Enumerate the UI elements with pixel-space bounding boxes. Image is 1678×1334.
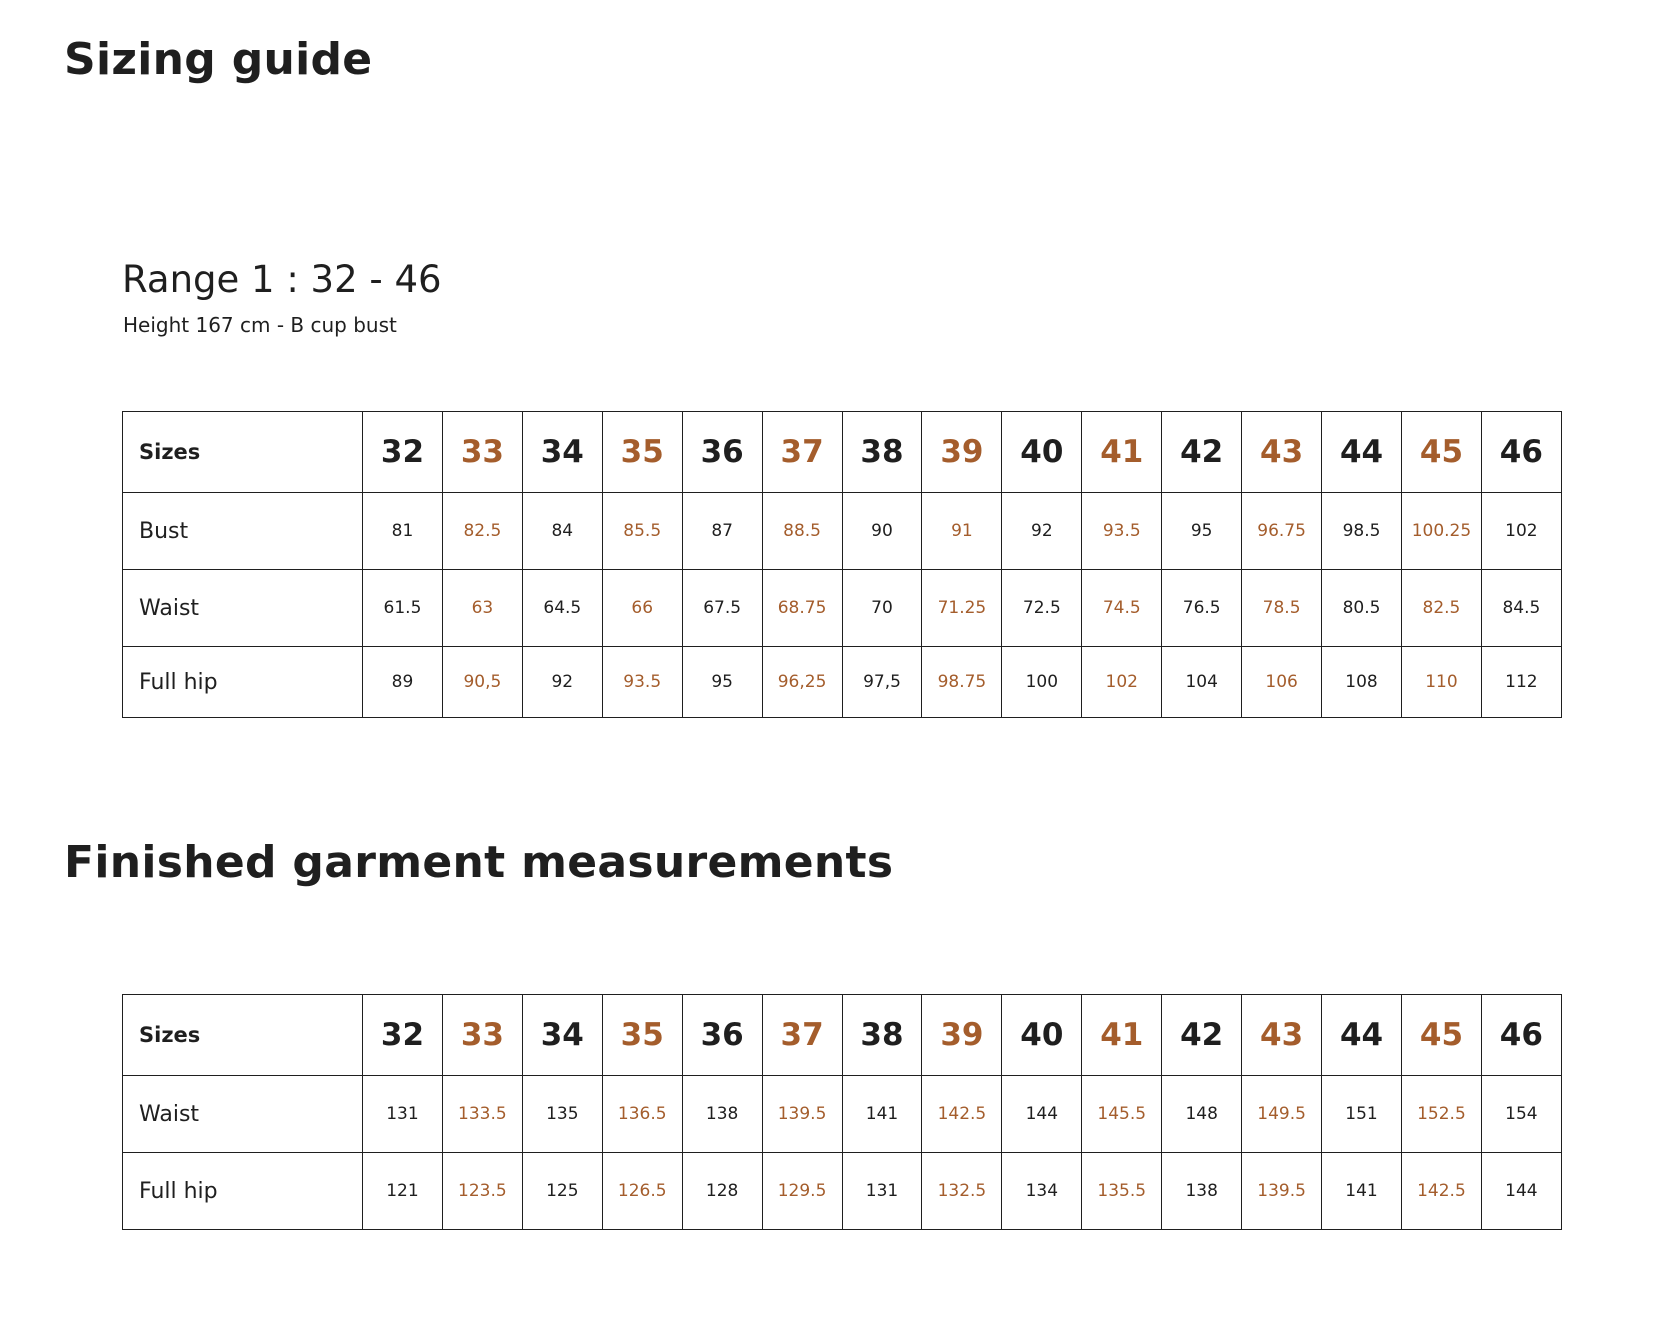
table-row-full-hip	[123, 1153, 1562, 1230]
size-header-cell: 44	[1322, 995, 1402, 1076]
measurement-cell: 90,5	[442, 647, 522, 718]
measurement-cell: 104	[1162, 647, 1242, 718]
sizes-header-label: Sizes	[123, 995, 363, 1076]
row-label-full-hip: Full hip	[123, 1153, 363, 1230]
measurement-cell: 102	[1481, 493, 1561, 570]
size-header-cell: 33	[442, 995, 522, 1076]
measurement-cell: 84	[522, 493, 602, 570]
measurement-cell: 96,25	[762, 647, 842, 718]
measurement-cell: 96.75	[1242, 493, 1322, 570]
size-header-cell: 41	[1082, 995, 1162, 1076]
measurement-cell: 154	[1481, 1076, 1561, 1153]
measurement-cell: 64.5	[522, 570, 602, 647]
measurement-cell: 108	[1322, 647, 1402, 718]
measurement-cell: 70	[842, 570, 922, 647]
measurement-cell: 95	[1162, 493, 1242, 570]
size-header-cell: 45	[1401, 412, 1481, 493]
table-header-row	[123, 995, 1562, 1076]
sizes-header-label: Sizes	[123, 412, 363, 493]
range-title: Range 1 : 32 - 46	[122, 258, 442, 301]
measurement-cell: 74.5	[1082, 570, 1162, 647]
measurement-cell: 142.5	[922, 1076, 1002, 1153]
size-header-cell: 34	[522, 995, 602, 1076]
table-header-row	[123, 412, 1562, 493]
measurement-cell: 68.75	[762, 570, 842, 647]
size-header-cell: 36	[682, 995, 762, 1076]
size-header-cell: 32	[363, 412, 443, 493]
size-header-cell: 38	[842, 412, 922, 493]
measurement-cell: 93.5	[1082, 493, 1162, 570]
measurement-cell: 123.5	[442, 1153, 522, 1230]
measurement-cell: 87	[682, 493, 762, 570]
size-header-cell: 46	[1481, 412, 1561, 493]
measurement-cell: 133.5	[442, 1076, 522, 1153]
measurement-cell: 66	[602, 570, 682, 647]
measurement-cell: 100	[1002, 647, 1082, 718]
size-header-cell: 35	[602, 412, 682, 493]
measurement-cell: 134	[1002, 1153, 1082, 1230]
measurement-cell: 100.25	[1401, 493, 1481, 570]
measurement-cell: 97,5	[842, 647, 922, 718]
measurement-cell: 112	[1481, 647, 1561, 718]
range-subtitle: Height 167 cm - B cup bust	[123, 313, 397, 337]
garment-measurements-table	[122, 994, 1562, 1230]
measurement-cell: 138	[1162, 1153, 1242, 1230]
measurement-cell: 135	[522, 1076, 602, 1153]
measurement-cell: 80.5	[1322, 570, 1402, 647]
measurement-cell: 139.5	[1242, 1153, 1322, 1230]
size-header-cell: 33	[442, 412, 522, 493]
measurement-cell: 106	[1242, 647, 1322, 718]
size-header-cell: 38	[842, 995, 922, 1076]
measurement-cell: 82.5	[1401, 570, 1481, 647]
measurement-cell: 139.5	[762, 1076, 842, 1153]
row-label-waist: Waist	[123, 570, 363, 647]
measurement-cell: 71.25	[922, 570, 1002, 647]
size-header-cell: 32	[363, 995, 443, 1076]
measurement-cell: 76.5	[1162, 570, 1242, 647]
measurement-cell: 92	[1002, 493, 1082, 570]
measurement-cell: 152.5	[1401, 1076, 1481, 1153]
measurement-cell: 141	[842, 1076, 922, 1153]
row-label-waist: Waist	[123, 1076, 363, 1153]
measurement-cell: 151	[1322, 1076, 1402, 1153]
measurement-cell: 78.5	[1242, 570, 1322, 647]
measurement-cell: 131	[842, 1153, 922, 1230]
measurement-cell: 148	[1162, 1076, 1242, 1153]
measurement-cell: 90	[842, 493, 922, 570]
measurement-cell: 91	[922, 493, 1002, 570]
size-header-cell: 45	[1401, 995, 1481, 1076]
size-header-cell: 34	[522, 412, 602, 493]
measurement-cell: 95	[682, 647, 762, 718]
size-header-cell: 37	[762, 412, 842, 493]
table-row-full-hip	[123, 647, 1562, 718]
table-row-waist	[123, 570, 1562, 647]
measurement-cell: 136.5	[602, 1076, 682, 1153]
measurement-cell: 142.5	[1401, 1153, 1481, 1230]
measurement-cell: 129.5	[762, 1153, 842, 1230]
table-row-bust	[123, 493, 1562, 570]
measurement-cell: 144	[1002, 1076, 1082, 1153]
measurement-cell: 132.5	[922, 1153, 1002, 1230]
measurement-cell: 128	[682, 1153, 762, 1230]
measurement-cell: 92	[522, 647, 602, 718]
measurement-cell: 131	[363, 1076, 443, 1153]
size-header-cell: 46	[1481, 995, 1561, 1076]
size-header-cell: 42	[1162, 412, 1242, 493]
measurement-cell: 61.5	[363, 570, 443, 647]
body-measurements-table	[122, 411, 1562, 718]
measurement-cell: 98.75	[922, 647, 1002, 718]
measurement-cell: 141	[1322, 1153, 1402, 1230]
measurement-cell: 102	[1082, 647, 1162, 718]
measurement-cell: 72.5	[1002, 570, 1082, 647]
row-label-bust: Bust	[123, 493, 363, 570]
measurement-cell: 88.5	[762, 493, 842, 570]
measurement-cell: 84.5	[1481, 570, 1561, 647]
measurement-cell: 82.5	[442, 493, 522, 570]
size-header-cell: 36	[682, 412, 762, 493]
measurement-cell: 126.5	[602, 1153, 682, 1230]
size-header-cell: 35	[602, 995, 682, 1076]
size-header-cell: 37	[762, 995, 842, 1076]
size-header-cell: 39	[922, 412, 1002, 493]
measurement-cell: 144	[1481, 1153, 1561, 1230]
sizing-guide-title: Sizing guide	[64, 34, 373, 85]
measurement-cell: 98.5	[1322, 493, 1402, 570]
size-header-cell: 40	[1002, 995, 1082, 1076]
measurement-cell: 93.5	[602, 647, 682, 718]
measurement-cell: 110	[1401, 647, 1481, 718]
measurement-cell: 138	[682, 1076, 762, 1153]
row-label-full-hip: Full hip	[123, 647, 363, 718]
measurement-cell: 89	[363, 647, 443, 718]
size-header-cell: 43	[1242, 412, 1322, 493]
size-header-cell: 44	[1322, 412, 1402, 493]
measurement-cell: 145.5	[1082, 1076, 1162, 1153]
size-header-cell: 43	[1242, 995, 1322, 1076]
measurement-cell: 135.5	[1082, 1153, 1162, 1230]
measurement-cell: 63	[442, 570, 522, 647]
measurement-cell: 81	[363, 493, 443, 570]
finished-garment-title: Finished garment measurements	[64, 837, 894, 888]
size-header-cell: 39	[922, 995, 1002, 1076]
measurement-cell: 125	[522, 1153, 602, 1230]
measurement-cell: 85.5	[602, 493, 682, 570]
size-header-cell: 41	[1082, 412, 1162, 493]
measurement-cell: 149.5	[1242, 1076, 1322, 1153]
measurement-cell: 67.5	[682, 570, 762, 647]
table-row-waist	[123, 1076, 1562, 1153]
size-header-cell: 40	[1002, 412, 1082, 493]
size-header-cell: 42	[1162, 995, 1242, 1076]
measurement-cell: 121	[363, 1153, 443, 1230]
